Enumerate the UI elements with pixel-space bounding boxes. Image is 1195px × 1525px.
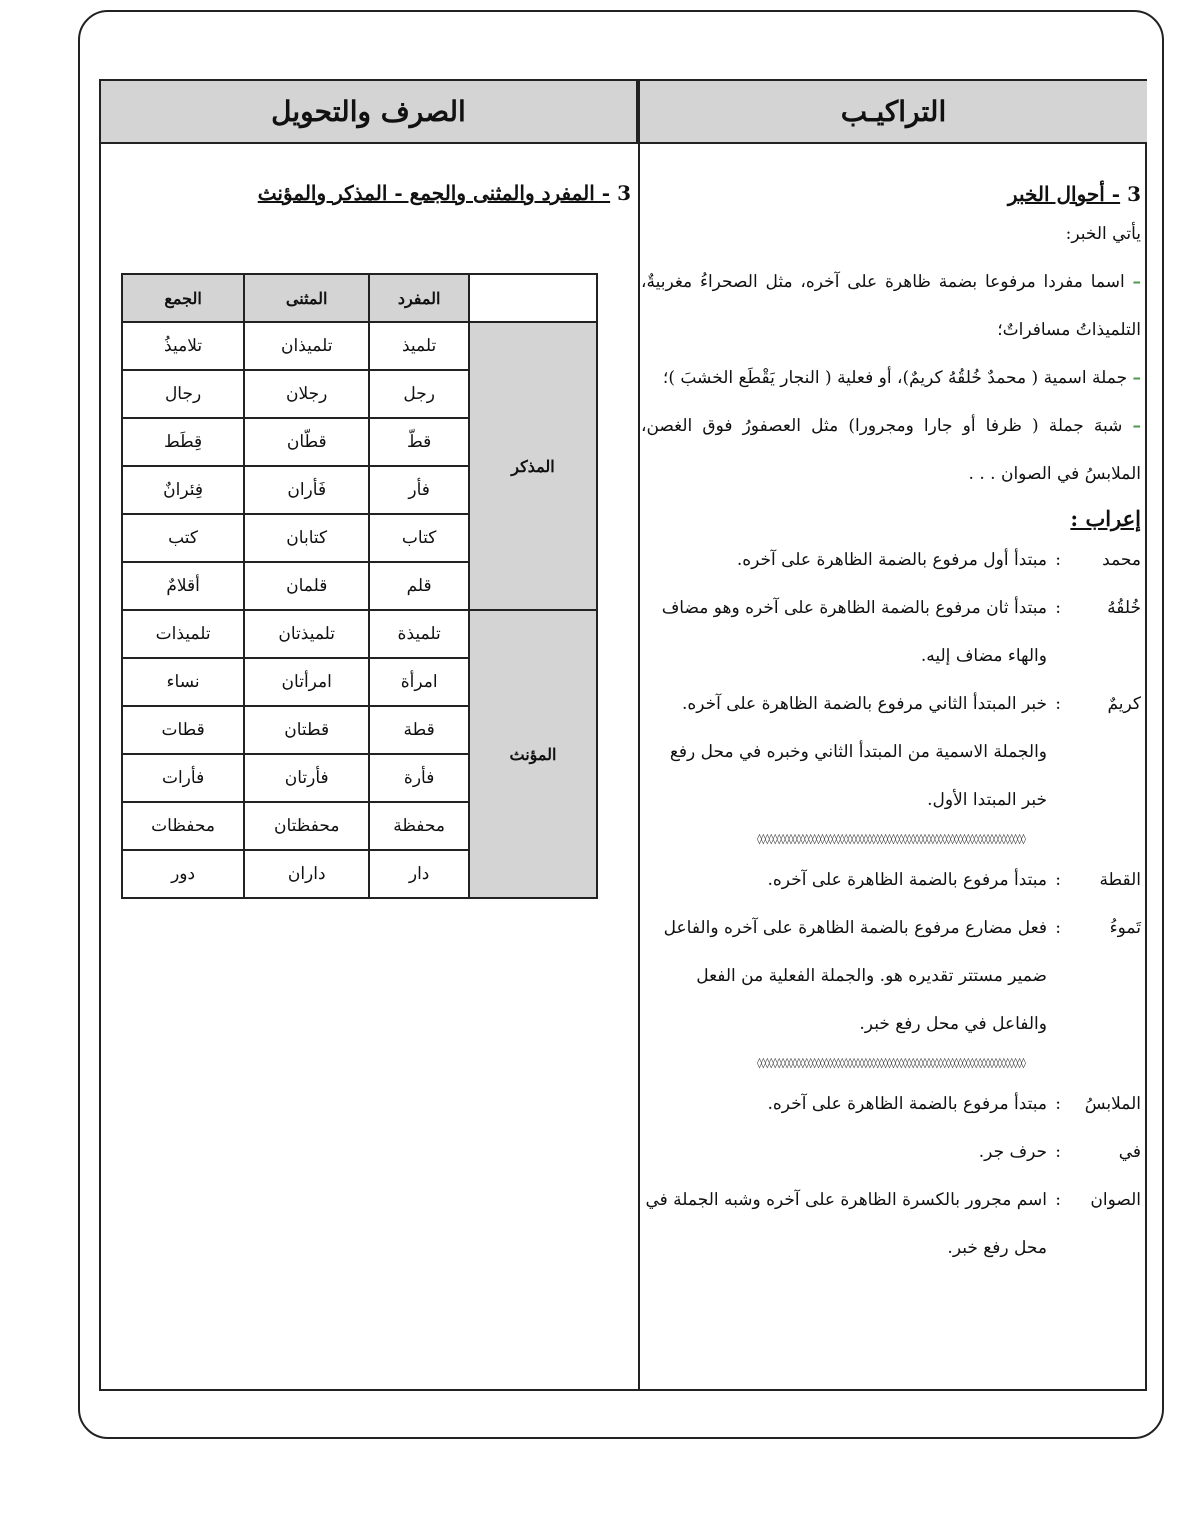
table-cell: قِطَط	[122, 418, 244, 466]
title-number: 3	[1127, 182, 1141, 206]
table-cell: داران	[244, 850, 369, 898]
table-cell: قطّان	[244, 418, 369, 466]
intro-line: يأتي الخبر:	[1065, 224, 1141, 244]
irab-group-2	[641, 856, 1141, 1048]
table-cell: رجلان	[244, 370, 369, 418]
table-cell: قطة	[369, 706, 469, 754]
table-cell: محفظة	[369, 802, 469, 850]
number-gender-table	[121, 273, 598, 899]
irab-row: الصوان : اسم مجرور بالكسرة الظاهرة على آخره وشبه الجملة في محل رفع خبر.	[645, 1190, 1141, 1258]
col-header-plural: الجمع	[122, 274, 244, 322]
table-cell: قطات	[122, 706, 244, 754]
irab-row: محمد : مبتدأ أول مرفوع بالضمة الظاهرة على آخره.	[736, 550, 1141, 570]
table-cell: فأرتان	[244, 754, 369, 802]
table-cell: تلميذتان	[244, 610, 369, 658]
item-2: – جملة اسمية ( محمدٌ خُلقُهُ كريمٌ)، أو فعلية ( النجار يَقْطَع الخشبَ )؛	[662, 368, 1141, 388]
content-grid	[99, 79, 1147, 1391]
irab-row: في : حرف جر.	[978, 1142, 1141, 1162]
irab-row: كريمٌ : خبر المبتدأ الثاني مرفوع بالضمة الظاهرة على آخره. والجملة الاسمية من المبتدأ الثاني وخبره في محل رفع خبر المبتدا الأول.	[669, 694, 1141, 810]
item-3: – شبهَ جملة ( ظرفا أو جارا ومجرورا) مثل العصفورُ فوق الغصن، الملابسُ في الصوان . . .	[641, 416, 1141, 484]
ornament-divider: ◊◊◊◊◊◊◊◊◊◊◊◊◊◊◊◊◊◊◊◊◊◊◊◊◊◊◊◊◊◊◊◊◊◊◊◊◊◊◊◊◊◊◊◊◊◊◊◊◊◊◊◊◊◊◊◊◊◊◊◊◊◊◊◊◊◊◊◊	[756, 834, 1025, 845]
table-cell: فأرة	[369, 754, 469, 802]
table-cell: فَأران	[244, 466, 369, 514]
title-text: - أحوال الخبر	[1007, 182, 1121, 206]
table-cell: قطّ	[369, 418, 469, 466]
table-cell: أقلامٌ	[122, 562, 244, 610]
irab-row: القطة : مبتدأ مرفوع بالضمة الظاهرة على آخره.	[767, 870, 1141, 890]
title-text: - المفرد والمثنى والجمع - المذكر والمؤنث	[257, 181, 611, 205]
table-row	[122, 610, 597, 658]
table-cell: رجل	[369, 370, 469, 418]
item-1: – اسما مفردا مرفوعا بضمة ظاهرة على آخره، مثل الصحراءُ مغربيةٌ، التلميذاتُ مسافراتٌ؛	[641, 272, 1141, 340]
table-cell: كتب	[122, 514, 244, 562]
feminine-label: المؤنث	[469, 610, 597, 898]
table-cell: قلمان	[244, 562, 369, 610]
table-cell: امرأتان	[244, 658, 369, 706]
table-cell: رجال	[122, 370, 244, 418]
table-cell: محفظات	[122, 802, 244, 850]
table-cell: قطتان	[244, 706, 369, 754]
khabar-explanation	[641, 210, 1141, 498]
ornament-divider: ◊◊◊◊◊◊◊◊◊◊◊◊◊◊◊◊◊◊◊◊◊◊◊◊◊◊◊◊◊◊◊◊◊◊◊◊◊◊◊◊◊◊◊◊◊◊◊◊◊◊◊◊◊◊◊◊◊◊◊◊◊◊◊◊◊◊◊◊	[756, 1058, 1025, 1069]
table-cell: دور	[122, 850, 244, 898]
table-header-row	[122, 274, 597, 322]
table-row	[122, 322, 597, 370]
irab-group-3	[641, 1080, 1141, 1272]
table-cell: فأرات	[122, 754, 244, 802]
table-cell: نساء	[122, 658, 244, 706]
empty-corner-cell	[469, 274, 597, 322]
table-cell: تلميذ	[369, 322, 469, 370]
table-cell: فِئرانٌ	[122, 466, 244, 514]
header-tarakib: التراكيـب	[640, 81, 1147, 144]
table-cell: قلم	[369, 562, 469, 610]
table-cell: تلميذة	[369, 610, 469, 658]
table-cell: تلميذات	[122, 610, 244, 658]
sarf-title	[111, 181, 631, 205]
header-sarf: الصرف والتحويل	[101, 81, 638, 144]
table-cell: فأر	[369, 466, 469, 514]
table-cell: كتاب	[369, 514, 469, 562]
table-cell: تلميذان	[244, 322, 369, 370]
tarakib-section	[641, 144, 1141, 1272]
irab-row: الملابسُ : مبتدأ مرفوع بالضمة الظاهرة على آخره.	[767, 1094, 1141, 1114]
col-header-singular: المفرد	[369, 274, 469, 322]
table-cell: تلاميذُ	[122, 322, 244, 370]
irab-heading: إعراب :	[1070, 506, 1141, 531]
col-header-dual: المثنى	[244, 274, 369, 322]
table-cell: دار	[369, 850, 469, 898]
table-cell: محفظتان	[244, 802, 369, 850]
column-divider	[638, 81, 640, 1389]
irab-row: خُلقُهُ : مبتدأ ثان مرفوع بالضمة الظاهرة على آخره وهو مضاف والهاء مضاف إليه.	[661, 598, 1141, 666]
masculine-label: المذكر	[469, 322, 597, 610]
tarakib-title	[641, 182, 1141, 206]
table-cell: امرأة	[369, 658, 469, 706]
title-number: 3	[617, 181, 631, 205]
irab-group-1	[641, 536, 1141, 824]
table-cell: كتابان	[244, 514, 369, 562]
irab-row: تَموءُ : فعل مضارع مرفوع بالضمة الظاهرة على آخره والفاعل ضمير مستتر تقديره هو. والجملة الفعلية من الفعل والفاعل في محل رفع خبر.	[663, 918, 1141, 1034]
